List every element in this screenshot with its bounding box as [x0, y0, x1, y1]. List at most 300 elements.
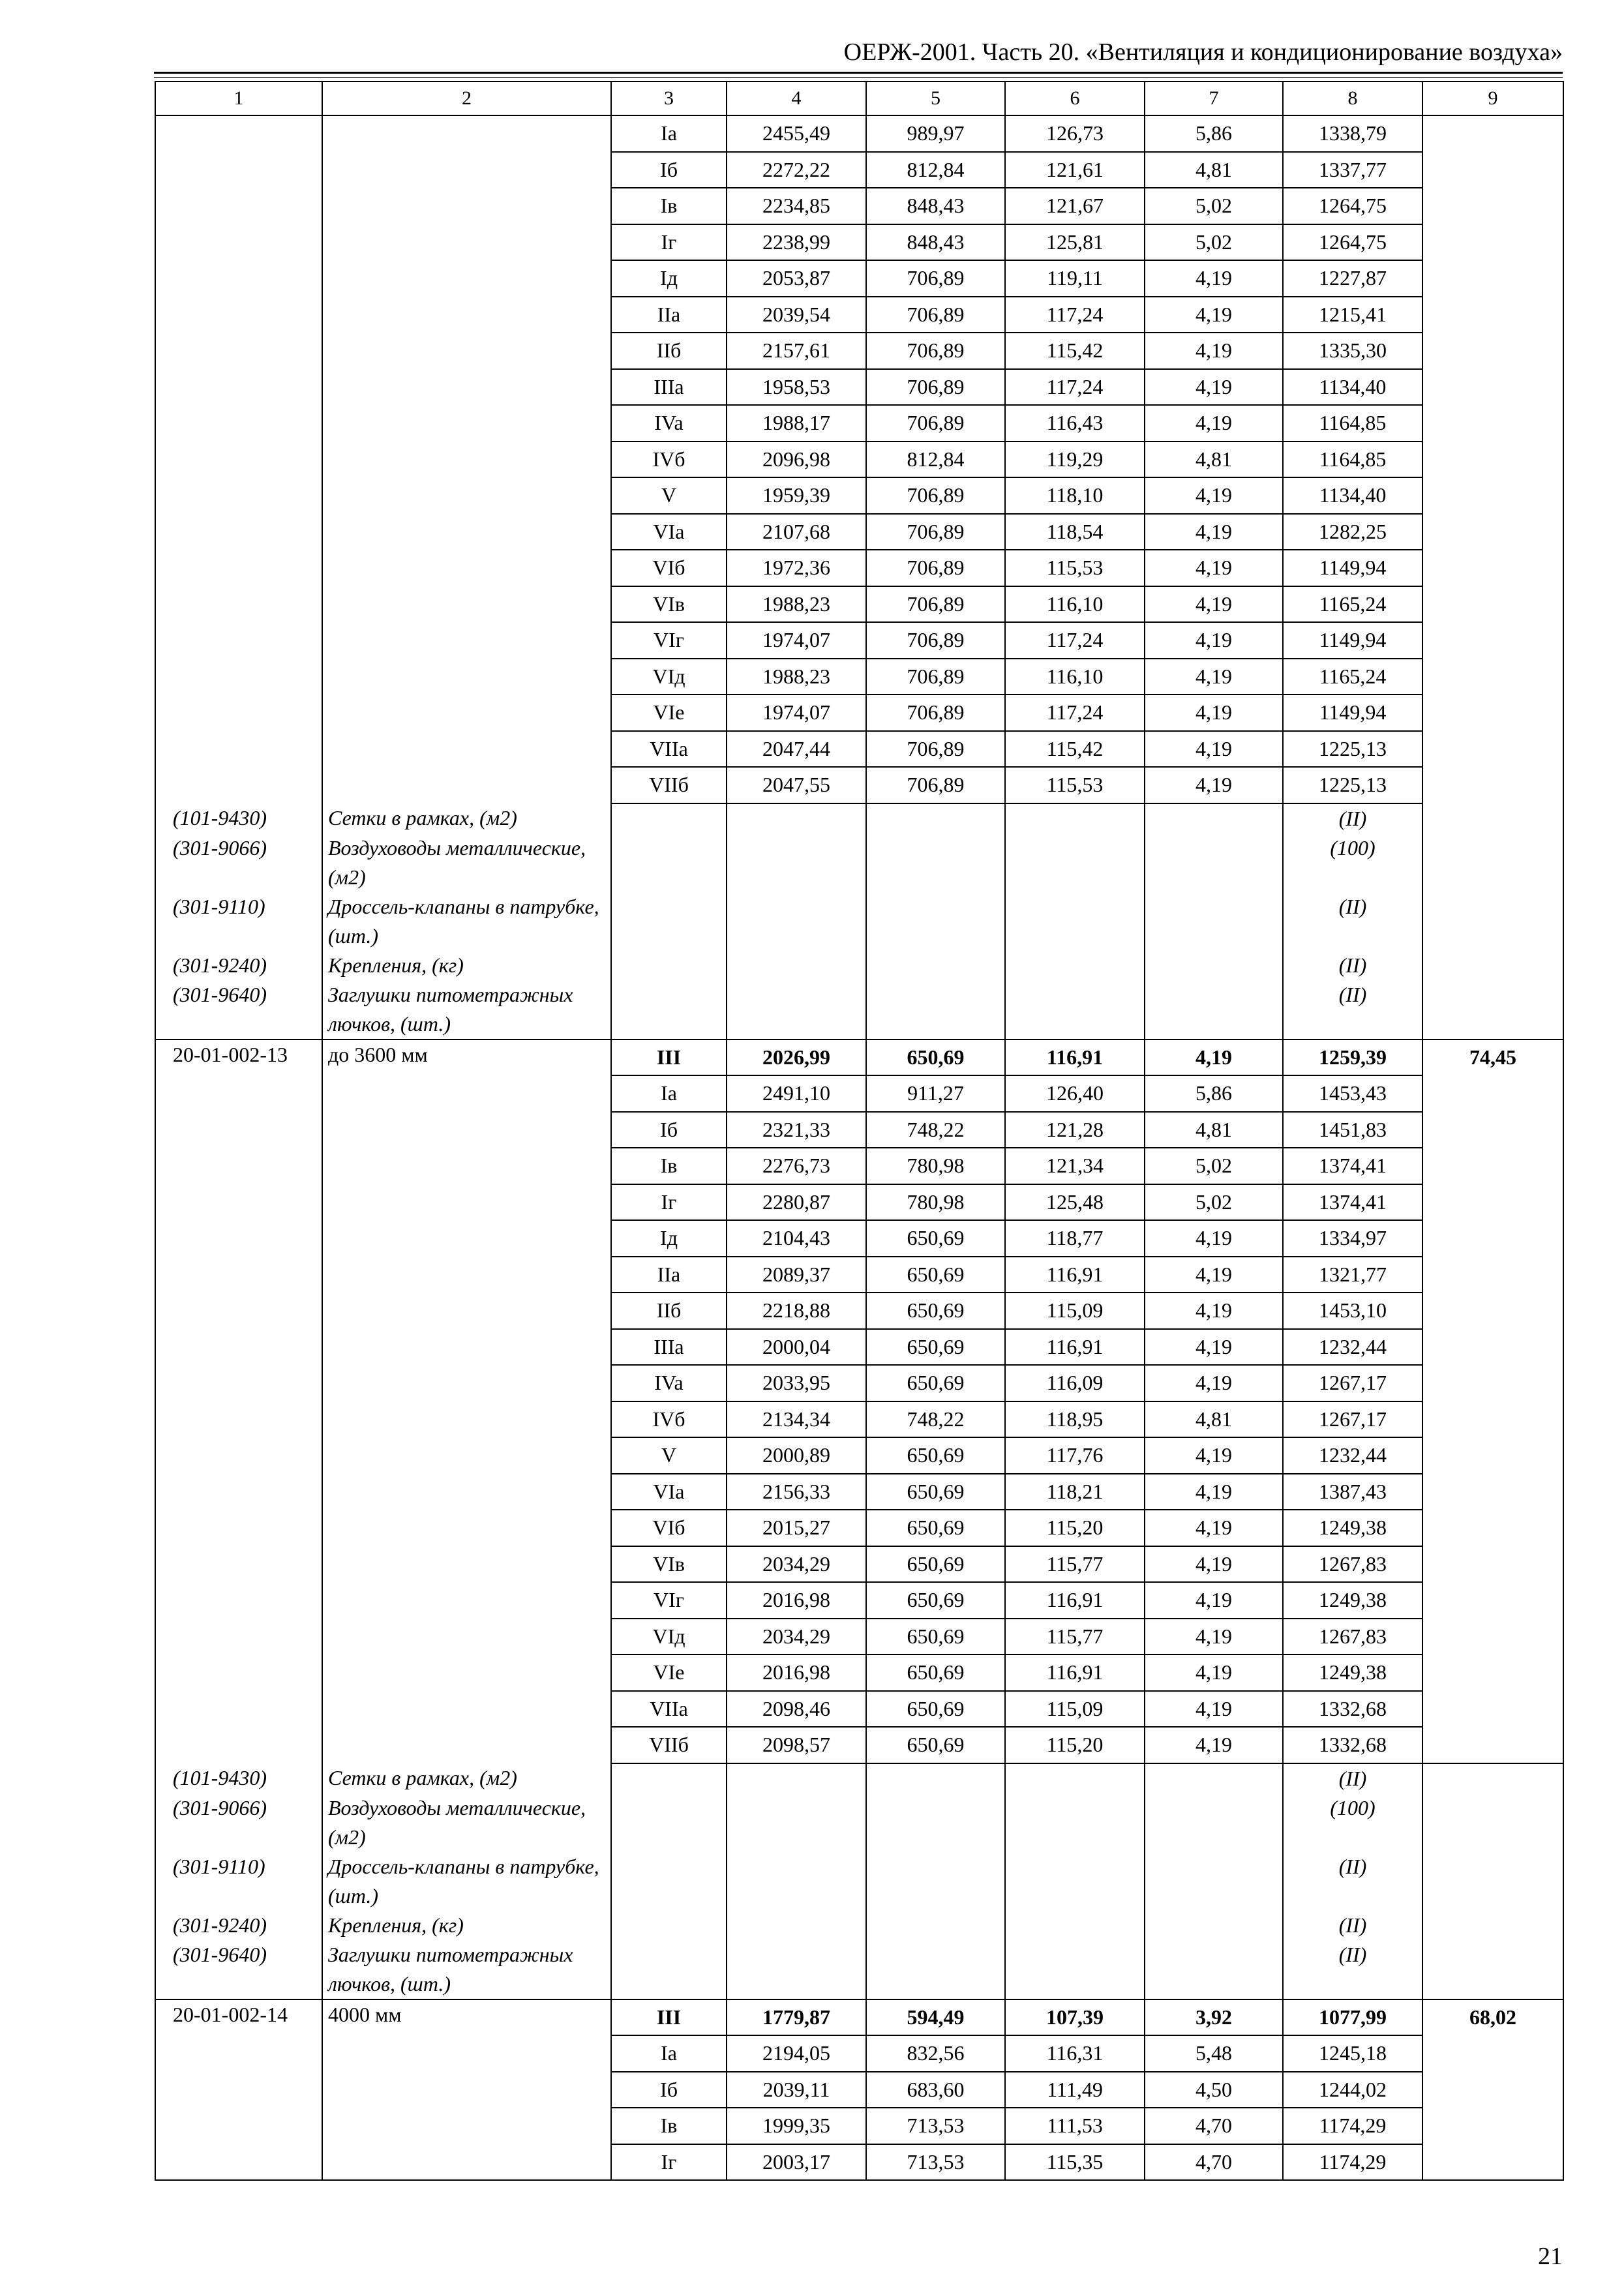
- value-cell: 115,77: [1005, 1619, 1145, 1655]
- empty-cell: [1145, 980, 1283, 1040]
- value-cell: 1451,83: [1283, 1112, 1422, 1148]
- page-header-title: ОЕРЖ-2001. Часть 20. «Вентиляция и кондиционирование воздуха»: [843, 38, 1563, 66]
- value-cell: 2047,55: [727, 767, 866, 803]
- value-cell: 121,28: [1005, 1112, 1145, 1148]
- value-cell: 4,81: [1145, 1112, 1283, 1148]
- material-row: [155, 803, 1563, 833]
- material-code: (301-9110): [155, 892, 322, 951]
- value-cell: 1259,39: [1283, 1040, 1422, 1076]
- value-cell: 706,89: [866, 333, 1005, 369]
- material-row: [155, 1852, 1563, 1911]
- value-cell: 1149,94: [1283, 695, 1422, 731]
- value-cell: 4,19: [1145, 1040, 1283, 1076]
- empty-cell: [1005, 833, 1145, 892]
- value-cell: 4,19: [1145, 1582, 1283, 1619]
- value-cell: 848,43: [866, 224, 1005, 261]
- value-cell: 4,19: [1145, 1329, 1283, 1366]
- value-cell: 2033,95: [727, 1365, 866, 1401]
- value-cell: 4,81: [1145, 441, 1283, 478]
- value-cell: 121,61: [1005, 152, 1145, 188]
- value-cell: 4,19: [1145, 1293, 1283, 1329]
- value-cell: 1332,68: [1283, 1727, 1422, 1763]
- value-cell: 713,53: [866, 2144, 1005, 2181]
- material-quantity: (II): [1283, 1940, 1422, 1999]
- value-cell: 1453,10: [1283, 1293, 1422, 1329]
- zone-cell: Iг: [611, 2144, 727, 2181]
- column9-empty: [1422, 115, 1563, 803]
- value-cell: 117,24: [1005, 622, 1145, 659]
- value-cell: 117,24: [1005, 695, 1145, 731]
- zone-cell: IVб: [611, 441, 727, 478]
- value-cell: 706,89: [866, 659, 1005, 695]
- value-cell: 594,49: [866, 1999, 1005, 2036]
- value-cell: 1225,13: [1283, 767, 1422, 803]
- zone-cell: VIe: [611, 695, 727, 731]
- material-code: (301-9240): [155, 951, 322, 980]
- value-cell: 4,19: [1145, 514, 1283, 550]
- empty-cell: [611, 980, 727, 1040]
- value-cell: 116,91: [1005, 1257, 1145, 1293]
- value-cell: 1338,79: [1283, 115, 1422, 152]
- zone-cell: VIIa: [611, 731, 727, 768]
- value-cell: 683,60: [866, 2072, 1005, 2108]
- column-number: 7: [1145, 82, 1283, 115]
- value-cell: 2272,22: [727, 152, 866, 188]
- empty-cell: [1422, 980, 1563, 1040]
- value-cell: 1267,83: [1283, 1619, 1422, 1655]
- value-cell: 1249,38: [1283, 1582, 1422, 1619]
- value-cell: 118,10: [1005, 477, 1145, 514]
- empty-cell: [1422, 892, 1563, 951]
- value-cell: 1149,94: [1283, 550, 1422, 586]
- value-cell: 115,42: [1005, 333, 1145, 369]
- material-quantity: (II): [1283, 1911, 1422, 1940]
- material-row: [155, 980, 1563, 1040]
- empty-cell: [1005, 951, 1145, 980]
- empty-cell: [727, 1911, 866, 1940]
- empty-cell: [866, 980, 1005, 1040]
- material-code: (101-9430): [155, 1763, 322, 1793]
- value-cell: 1165,24: [1283, 586, 1422, 623]
- value-cell: 2276,73: [727, 1148, 866, 1184]
- material-name: Крепления, (кг): [322, 951, 611, 980]
- empty-cell: [1422, 1852, 1563, 1911]
- value-cell: 115,77: [1005, 1546, 1145, 1583]
- material-row: [155, 1940, 1563, 1999]
- value-cell: 2026,99: [727, 1040, 866, 1076]
- value-cell: 4,19: [1145, 622, 1283, 659]
- value-cell: 2000,04: [727, 1329, 866, 1366]
- empty-cell: [866, 803, 1005, 833]
- value-cell: 2034,29: [727, 1619, 866, 1655]
- value-cell: 1149,94: [1283, 622, 1422, 659]
- empty-cell: [1005, 980, 1145, 1040]
- value-cell: 4,19: [1145, 297, 1283, 333]
- value-cell: 2096,98: [727, 441, 866, 478]
- column-number: 2: [322, 82, 611, 115]
- value-cell: 812,84: [866, 152, 1005, 188]
- code-cell-empty: [155, 115, 322, 803]
- material-quantity: (II): [1283, 980, 1422, 1040]
- value-cell: 115,42: [1005, 731, 1145, 768]
- value-cell: 2039,11: [727, 2072, 866, 2108]
- material-row: [155, 1911, 1563, 1940]
- material-name: Воздуховоды металлические, (м2): [322, 1793, 611, 1852]
- value-cell: 1174,29: [1283, 2144, 1422, 2181]
- value-cell: 4,70: [1145, 2144, 1283, 2181]
- value-cell: 706,89: [866, 731, 1005, 768]
- value-cell: 1249,38: [1283, 1510, 1422, 1546]
- value-cell: 1453,43: [1283, 1075, 1422, 1112]
- value-cell: 650,69: [866, 1220, 1005, 1257]
- value-cell: 2047,44: [727, 731, 866, 768]
- value-cell: 118,54: [1005, 514, 1145, 550]
- column-number: 8: [1283, 82, 1422, 115]
- value-cell: 706,89: [866, 260, 1005, 297]
- value-cell: 650,69: [866, 1582, 1005, 1619]
- zone-cell: VIд: [611, 1619, 727, 1655]
- zone-cell: Iв: [611, 1148, 727, 1184]
- page-number: 21: [1538, 2243, 1563, 2270]
- value-cell: 1245,18: [1283, 2035, 1422, 2072]
- zone-cell: IIa: [611, 297, 727, 333]
- value-cell: 5,02: [1145, 1184, 1283, 1221]
- value-cell: 117,24: [1005, 369, 1145, 406]
- value-cell: 111,53: [1005, 2108, 1145, 2144]
- zone-cell: VIг: [611, 1582, 727, 1619]
- value-cell: 748,22: [866, 1112, 1005, 1148]
- value-cell: 4,19: [1145, 477, 1283, 514]
- empty-cell: [866, 1940, 1005, 1999]
- value-cell: 706,89: [866, 622, 1005, 659]
- value-cell: 4,19: [1145, 1257, 1283, 1293]
- material-row: [155, 1763, 1563, 1793]
- value-cell: 1974,07: [727, 695, 866, 731]
- value-cell: 4,19: [1145, 586, 1283, 623]
- value-cell: 1134,40: [1283, 369, 1422, 406]
- empty-cell: [727, 1763, 866, 1793]
- zone-cell: IVa: [611, 1365, 727, 1401]
- value-cell: 118,21: [1005, 1474, 1145, 1510]
- value-cell: 848,43: [866, 188, 1005, 224]
- table-row: [155, 115, 1563, 152]
- zone-cell: Iд: [611, 260, 727, 297]
- value-cell: 115,53: [1005, 550, 1145, 586]
- zone-cell: Ia: [611, 1075, 727, 1112]
- value-cell: 2098,57: [727, 1727, 866, 1763]
- value-cell: 2238,99: [727, 224, 866, 261]
- value-cell: 119,11: [1005, 260, 1145, 297]
- value-cell: 2218,88: [727, 1293, 866, 1329]
- material-name: Воздуховоды металлические, (м2): [322, 833, 611, 892]
- zone-cell: Iв: [611, 188, 727, 224]
- empty-cell: [1422, 833, 1563, 892]
- value-cell: 2034,29: [727, 1546, 866, 1583]
- empty-cell: [1422, 1763, 1563, 1793]
- value-cell: 1244,02: [1283, 2072, 1422, 2108]
- value-cell: 1972,36: [727, 550, 866, 586]
- value-cell: 116,09: [1005, 1365, 1145, 1401]
- value-cell: 2003,17: [727, 2144, 866, 2181]
- material-name: Дроссель-клапаны в патрубке, (шт.): [322, 892, 611, 951]
- zone-cell: IVб: [611, 1401, 727, 1438]
- value-cell: 4,50: [1145, 2072, 1283, 2108]
- value-cell: 1134,40: [1283, 477, 1422, 514]
- value-cell: 1077,99: [1283, 1999, 1422, 2036]
- rate-code: 20-01-002-14: [155, 1999, 322, 2181]
- value-cell: 1165,24: [1283, 659, 1422, 695]
- value-cell: 4,19: [1145, 731, 1283, 768]
- empty-cell: [1005, 1852, 1145, 1911]
- value-cell: 2156,33: [727, 1474, 866, 1510]
- value-cell: 118,77: [1005, 1220, 1145, 1257]
- value-cell: 650,69: [866, 1619, 1005, 1655]
- rate-name: 4000 мм: [322, 1999, 611, 2181]
- value-cell: 4,81: [1145, 152, 1283, 188]
- material-code: (301-9240): [155, 1911, 322, 1940]
- value-cell: 116,91: [1005, 1040, 1145, 1076]
- column-number: 3: [611, 82, 727, 115]
- price-table: [155, 81, 1564, 2181]
- column-number: 9: [1422, 82, 1563, 115]
- value-cell: 650,69: [866, 1040, 1005, 1076]
- zone-cell: VIe: [611, 1654, 727, 1691]
- value-cell: 2104,43: [727, 1220, 866, 1257]
- value-cell: 2000,89: [727, 1437, 866, 1474]
- value-cell: 1164,85: [1283, 441, 1422, 478]
- value-cell: 748,22: [866, 1401, 1005, 1438]
- value-cell: 4,19: [1145, 1654, 1283, 1691]
- value-cell: 2016,98: [727, 1654, 866, 1691]
- material-quantity: (II): [1283, 1763, 1422, 1793]
- material-row: [155, 833, 1563, 892]
- value-cell: 4,19: [1145, 1365, 1283, 1401]
- value-cell: 706,89: [866, 405, 1005, 441]
- empty-cell: [866, 1852, 1005, 1911]
- value-cell: 1332,68: [1283, 1691, 1422, 1728]
- value-cell: 706,89: [866, 550, 1005, 586]
- zone-cell: V: [611, 1437, 727, 1474]
- material-name: Дроссель-клапаны в патрубке, (шт.): [322, 1852, 611, 1911]
- value-cell: 4,81: [1145, 1401, 1283, 1438]
- value-cell: 126,40: [1005, 1075, 1145, 1112]
- value-cell: 1974,07: [727, 622, 866, 659]
- value-cell: 117,24: [1005, 297, 1145, 333]
- value-cell: 115,20: [1005, 1727, 1145, 1763]
- empty-cell: [727, 833, 866, 892]
- empty-cell: [866, 1793, 1005, 1852]
- empty-cell: [611, 1911, 727, 1940]
- material-name: Крепления, (кг): [322, 1911, 611, 1940]
- value-cell: 4,19: [1145, 1727, 1283, 1763]
- value-cell: 706,89: [866, 297, 1005, 333]
- value-cell: 2194,05: [727, 2035, 866, 2072]
- value-cell: 2053,87: [727, 260, 866, 297]
- value-cell: 117,76: [1005, 1437, 1145, 1474]
- empty-cell: [866, 951, 1005, 980]
- value-cell: 650,69: [866, 1546, 1005, 1583]
- value-cell: 780,98: [866, 1184, 1005, 1221]
- zone-cell: VIб: [611, 1510, 727, 1546]
- value-cell: 5,86: [1145, 1075, 1283, 1112]
- zone-cell: III: [611, 1999, 727, 2036]
- value-cell: 116,91: [1005, 1329, 1145, 1366]
- value-cell: 650,69: [866, 1257, 1005, 1293]
- value-cell: 1267,83: [1283, 1546, 1422, 1583]
- value-cell: 650,69: [866, 1691, 1005, 1728]
- value-cell: 2455,49: [727, 115, 866, 152]
- value-cell: 107,39: [1005, 1999, 1145, 2036]
- value-cell: 2089,37: [727, 1257, 866, 1293]
- zone-cell: IIб: [611, 333, 727, 369]
- value-cell: 1249,38: [1283, 1654, 1422, 1691]
- value-cell: 1267,17: [1283, 1365, 1422, 1401]
- empty-cell: [1145, 803, 1283, 833]
- column-number: 5: [866, 82, 1005, 115]
- value-cell: 125,48: [1005, 1184, 1145, 1221]
- zone-cell: IIб: [611, 1293, 727, 1329]
- empty-cell: [611, 803, 727, 833]
- zone-cell: VIв: [611, 586, 727, 623]
- value-cell: 4,19: [1145, 767, 1283, 803]
- value-cell: 989,97: [866, 115, 1005, 152]
- empty-cell: [727, 980, 866, 1040]
- material-quantity: (II): [1283, 1852, 1422, 1911]
- value-cell: 2098,46: [727, 1691, 866, 1728]
- value-cell: 1321,77: [1283, 1257, 1422, 1293]
- value-cell: 650,69: [866, 1510, 1005, 1546]
- value-cell: 111,49: [1005, 2072, 1145, 2108]
- header-rule-thin: [154, 77, 1563, 78]
- empty-cell: [727, 1793, 866, 1852]
- empty-cell: [611, 833, 727, 892]
- value-cell: 1959,39: [727, 477, 866, 514]
- material-name: Сетки в рамках, (м2): [322, 1763, 611, 1793]
- zone-cell: IIIa: [611, 1329, 727, 1366]
- rate-name: до 3600 мм: [322, 1040, 611, 1763]
- value-cell: 650,69: [866, 1654, 1005, 1691]
- value-cell: 911,27: [866, 1075, 1005, 1112]
- value-cell: 1337,77: [1283, 152, 1422, 188]
- material-code: (301-9640): [155, 980, 322, 1040]
- empty-cell: [1005, 1940, 1145, 1999]
- value-cell: 2280,87: [727, 1184, 866, 1221]
- value-cell: 2157,61: [727, 333, 866, 369]
- value-cell: 1264,75: [1283, 188, 1422, 224]
- value-cell: 4,19: [1145, 1546, 1283, 1583]
- column-number: 4: [727, 82, 866, 115]
- value-cell: 116,91: [1005, 1582, 1145, 1619]
- value-cell: 125,81: [1005, 224, 1145, 261]
- zone-cell: VIa: [611, 1474, 727, 1510]
- empty-cell: [1005, 1911, 1145, 1940]
- empty-cell: [1422, 803, 1563, 833]
- empty-cell: [1145, 1911, 1283, 1940]
- value-cell: 116,10: [1005, 659, 1145, 695]
- value-cell: 115,53: [1005, 767, 1145, 803]
- value-cell: 2015,27: [727, 1510, 866, 1546]
- value-cell: 3,92: [1145, 1999, 1283, 2036]
- material-row: [155, 1793, 1563, 1852]
- value-cell: 1282,25: [1283, 514, 1422, 550]
- zone-cell: Iг: [611, 224, 727, 261]
- column-number: 1: [155, 82, 322, 115]
- empty-cell: [727, 1940, 866, 1999]
- value-cell: 1174,29: [1283, 2108, 1422, 2144]
- zone-cell: Iв: [611, 2108, 727, 2144]
- value-cell: 4,19: [1145, 1510, 1283, 1546]
- value-cell: 121,67: [1005, 188, 1145, 224]
- column9-value: 74,45: [1422, 1040, 1563, 1763]
- empty-cell: [1422, 1911, 1563, 1940]
- value-cell: 2134,34: [727, 1401, 866, 1438]
- value-cell: 4,19: [1145, 369, 1283, 406]
- value-cell: 650,69: [866, 1727, 1005, 1763]
- value-cell: 812,84: [866, 441, 1005, 478]
- zone-cell: Iд: [611, 1220, 727, 1257]
- table-row-total: [155, 1999, 1563, 2036]
- empty-cell: [611, 1940, 727, 1999]
- value-cell: 5,02: [1145, 188, 1283, 224]
- zone-cell: VIIa: [611, 1691, 727, 1728]
- empty-cell: [1145, 1763, 1283, 1793]
- empty-cell: [1005, 1793, 1145, 1852]
- zone-cell: IIa: [611, 1257, 727, 1293]
- empty-cell: [1145, 892, 1283, 951]
- value-cell: 115,09: [1005, 1293, 1145, 1329]
- empty-cell: [1422, 1940, 1563, 1999]
- material-quantity: (100): [1283, 1793, 1422, 1852]
- value-cell: 115,35: [1005, 2144, 1145, 2181]
- table-row-total: [155, 1040, 1563, 1076]
- material-row: [155, 951, 1563, 980]
- empty-cell: [866, 833, 1005, 892]
- zone-cell: VIв: [611, 1546, 727, 1583]
- value-cell: 4,19: [1145, 333, 1283, 369]
- value-cell: 832,56: [866, 2035, 1005, 2072]
- value-cell: 706,89: [866, 767, 1005, 803]
- value-cell: 5,02: [1145, 224, 1283, 261]
- value-cell: 126,73: [1005, 115, 1145, 152]
- empty-cell: [727, 1852, 866, 1911]
- value-cell: 1264,75: [1283, 224, 1422, 261]
- empty-cell: [1145, 833, 1283, 892]
- value-cell: 1387,43: [1283, 1474, 1422, 1510]
- value-cell: 4,19: [1145, 260, 1283, 297]
- value-cell: 1215,41: [1283, 297, 1422, 333]
- value-cell: 2107,68: [727, 514, 866, 550]
- value-cell: 713,53: [866, 2108, 1005, 2144]
- value-cell: 706,89: [866, 369, 1005, 406]
- material-row: [155, 892, 1563, 951]
- column-number: 6: [1005, 82, 1145, 115]
- value-cell: 1374,41: [1283, 1148, 1422, 1184]
- value-cell: 2321,33: [727, 1112, 866, 1148]
- value-cell: 5,02: [1145, 1148, 1283, 1184]
- value-cell: 4,19: [1145, 1619, 1283, 1655]
- zone-cell: Ia: [611, 2035, 727, 2072]
- value-cell: 650,69: [866, 1437, 1005, 1474]
- value-cell: 116,31: [1005, 2035, 1145, 2072]
- zone-cell: VIIб: [611, 1727, 727, 1763]
- zone-cell: V: [611, 477, 727, 514]
- zone-cell: Iб: [611, 2072, 727, 2108]
- empty-cell: [1145, 1940, 1283, 1999]
- material-name: Заглушки питометражных лючков, (шт.): [322, 980, 611, 1040]
- value-cell: 4,19: [1145, 405, 1283, 441]
- value-cell: 650,69: [866, 1365, 1005, 1401]
- value-cell: 4,19: [1145, 1691, 1283, 1728]
